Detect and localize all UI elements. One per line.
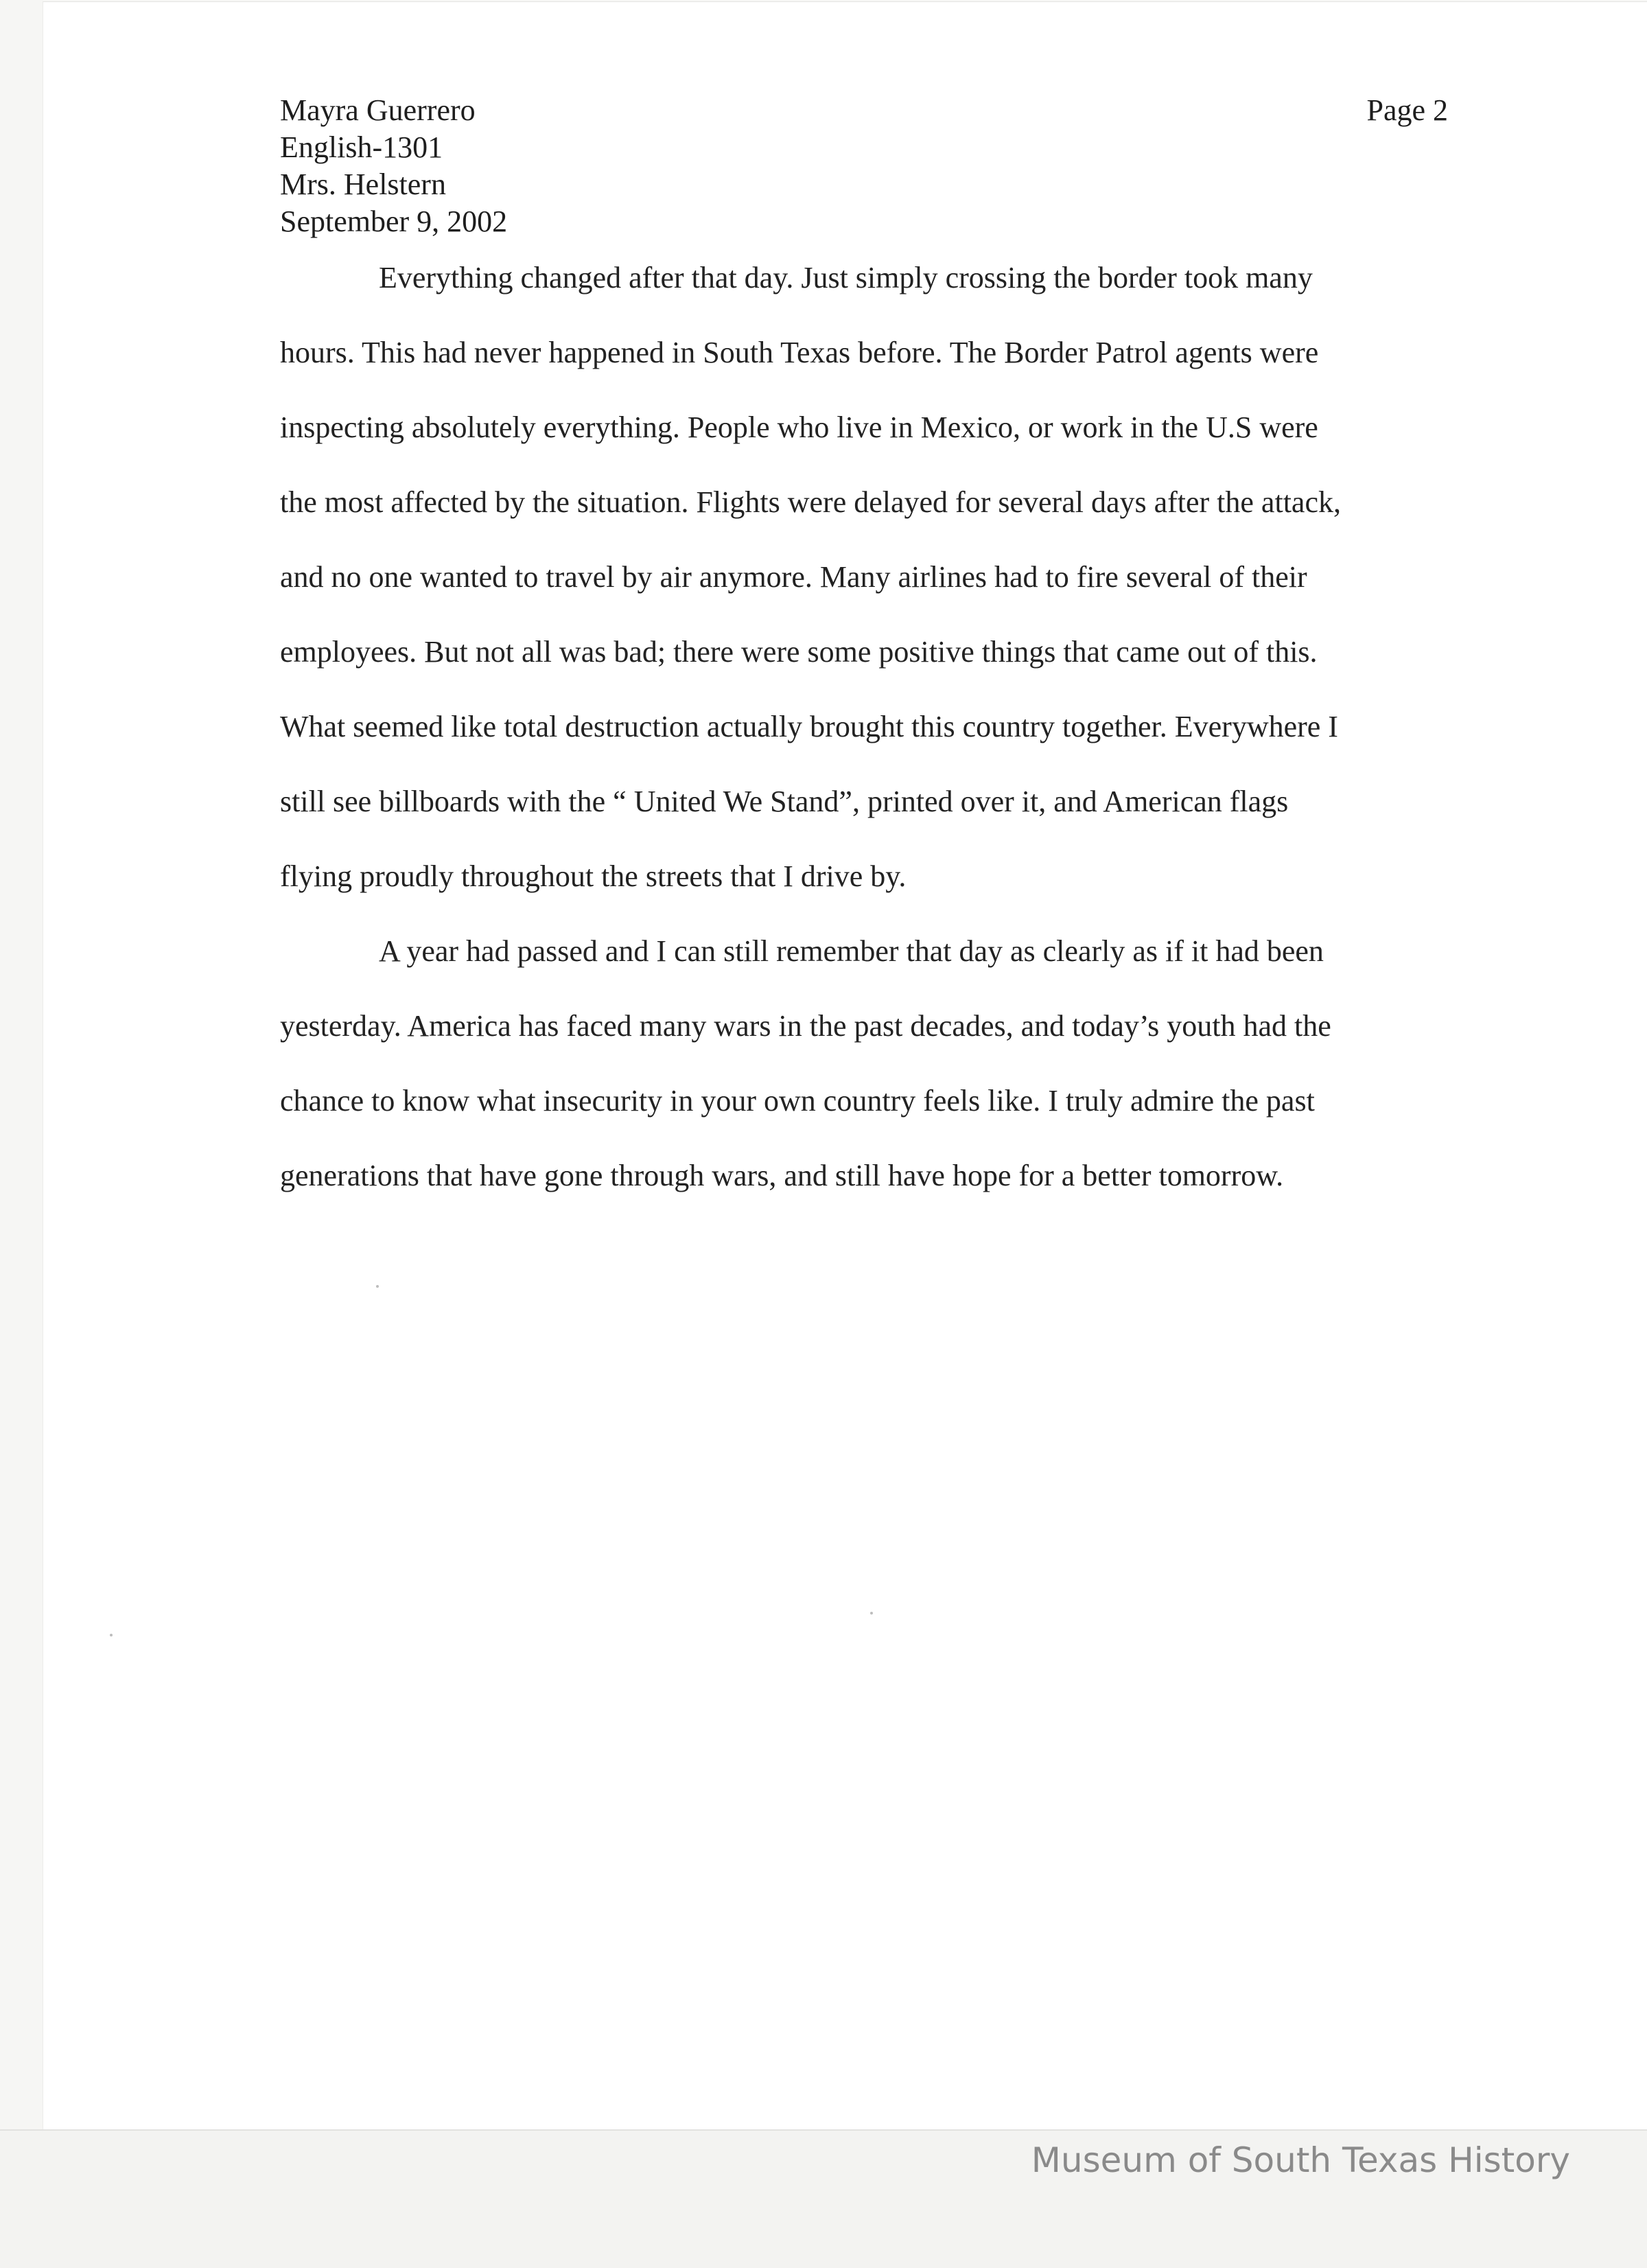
paragraph-1-line: inspecting absolutely everything. People who live in Mexico, or work in the U.S were — [280, 410, 1318, 444]
paragraph-2-line: yesterday. America has faced many wars in the past decades, and today’s youth had the — [280, 1009, 1331, 1043]
essay-header — [280, 92, 507, 240]
paragraph-2-line: generations that have gone through wars, and still have hope for a better tomorrow. — [280, 1159, 1284, 1192]
paragraph-1-line: the most affected by the situation. Flights were delayed for several days after the attack, — [280, 485, 1341, 519]
page-number: Page 2 — [1366, 93, 1448, 127]
paragraph-1-line: hours. This had never happened in South Texas before. The Border Patrol agents were — [280, 336, 1319, 369]
author-name: Mayra Guerrero — [280, 93, 476, 127]
scan-speck — [110, 1634, 113, 1636]
essay-body — [280, 240, 1433, 1213]
scan-speck — [376, 1285, 379, 1288]
paragraph-1-line: What seemed like total destruction actually brought this country together. Everywhere I — [280, 710, 1338, 743]
paragraph-2-line: A year had passed and I can still remember that day as clearly as if it had been — [379, 934, 1324, 968]
paragraph-1-line: employees. But not all was bad; there were some positive things that came out of this. — [280, 635, 1318, 669]
paragraph-1-line: still see billboards with the “ United We Stand”, printed over it, and American flags — [280, 785, 1289, 818]
paragraph-2-line: chance to know what insecurity in your own country feels like. I truly admire the past — [280, 1084, 1315, 1118]
course-name: English-1301 — [280, 130, 443, 164]
museum-watermark: Museum of South Texas History — [1031, 2140, 1570, 2180]
teacher-name: Mrs. Helstern — [280, 167, 446, 201]
scan-speck — [870, 1612, 873, 1615]
essay-date: September 9, 2002 — [280, 205, 508, 238]
paragraph-1-line: flying proudly throughout the streets that I drive by. — [280, 859, 907, 893]
paragraph-1-line: Everything changed after that day. Just simply crossing the border took many — [379, 261, 1313, 294]
paragraph-1-line: and no one wanted to travel by air anymore. Many airlines had to fire several of their — [280, 560, 1307, 594]
